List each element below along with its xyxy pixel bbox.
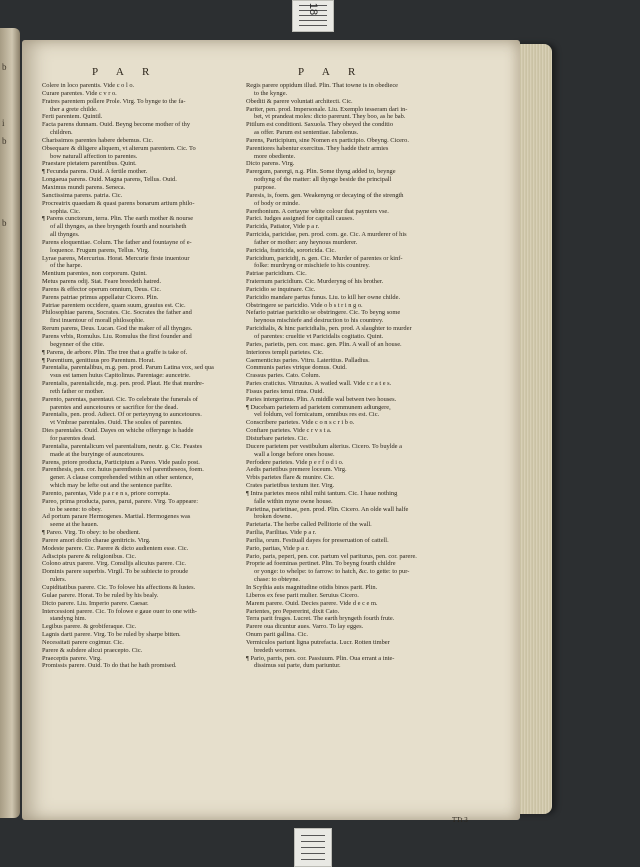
dictionary-line: seene at the hauen. <box>50 521 99 529</box>
dictionary-line: Parento, parentas, parentaui. Cic. To celebrate the funerals of <box>42 395 198 403</box>
dictionary-line: Sanctissima parens. patria. Cic. <box>42 191 123 199</box>
dictionary-line: Aedis parietibus premere loceum. Virg. <box>246 466 347 474</box>
dictionary-line: Caementicius paries. Vitru. Lateritius. Palladius. <box>246 356 370 364</box>
dictionary-line: falle within myne owne house. <box>254 497 333 505</box>
dictionary-line: ther a grete childe. <box>50 105 98 113</box>
dictionary-line: bet, vt prandeat moles: dicto parerunt. They boo, as he bab. <box>254 113 406 121</box>
dictionary-line: Fraternum paricidium. Cic. Murderyng of his brother. <box>246 278 384 286</box>
dictionary-line: Lagnis darti parere. Virg. To be ruled by sharpe bitten. <box>42 631 181 639</box>
dictionary-line: Paries intergerinus. Plin. A middle wal betwen two houses. <box>246 395 397 403</box>
dictionary-line: Conscribere parietes. Vide c o n s c r i b o. <box>246 419 355 427</box>
dictionary-line: sophia. Cic. <box>50 207 81 215</box>
dictionary-line: Parens eloquentiae. Colum. The father and fountayne of e- <box>42 238 192 246</box>
dictionary-column-left <box>42 82 252 670</box>
dictionary-line: Nefario patriae paricidio se obstringere. Cic. To beyng some <box>246 309 401 317</box>
dictionary-line: children. <box>50 129 73 137</box>
dictionary-line: Pario, paritas, Vide p a r. <box>246 544 310 552</box>
dictionary-line: first inuentour of morall philosophie. <box>50 317 145 325</box>
dictionary-line: Paricidio mandare partus funus. Liu. to kill her owne childe. <box>246 293 401 301</box>
dictionary-line: gener. A clause comprehended within an other sentence, <box>50 474 194 482</box>
margin-letter: i <box>2 118 5 128</box>
dictionary-line: In Scythia auis magnitudine otidis binos parit. Plin. <box>246 584 378 591</box>
dictionary-line: Crassus paries. Cato. Colum. <box>246 372 321 380</box>
dictionary-line: folke: murdryng or mischiefe to his countrey. <box>254 262 370 270</box>
dictionary-line: Dies parentales. Ouid. Dayes on whiche offerynge is hadde <box>42 427 194 435</box>
dictionary-line: begynner of the citie. <box>50 340 105 348</box>
dictionary-line: Dicto parere. Liu. Imperio parere. Caesar. <box>42 599 149 607</box>
dictionary-line: Colere in loco parentis. Vide c o l o. <box>42 82 135 89</box>
dictionary-line: Rerum parens, Deus. Lucan. God the maker of all thynges. <box>42 325 193 333</box>
dictionary-line: Parici. Iudges assigned for capitall causes. <box>246 215 355 223</box>
dictionary-line: Fissus paries tenui rima. Ouid. <box>246 387 325 395</box>
dictionary-line: Modeste parere. Cic. Parere & dicto audientem esse. Cic. <box>42 544 189 552</box>
dictionary-line: Obstringere se paricidio. Vide o b s t r i n g o. <box>246 301 363 309</box>
dictionary-line: Pitilum est conditioni. Saxuola. They obeyed the conditio <box>246 121 394 129</box>
dictionary-line: Metus parens odij. Stat. Feare breedeth hatred. <box>42 278 162 286</box>
dictionary-line: to the kynge. <box>254 89 288 97</box>
dictionary-line: of parentes: crueltie vt Paricidalis cogitatio. Quint. <box>254 333 384 340</box>
dictionary-line: Procreatrix quaedam & quasi parens bonarum artium philo- <box>42 199 195 207</box>
dictionary-line: Parentiores habentur exercitus. They hadde their armies <box>246 144 389 152</box>
dictionary-line: reth father or mother. <box>50 387 105 395</box>
dictionary-line: Praeceptis parere. Virg. <box>42 654 102 662</box>
dictionary-line: bow naturall affection to parentes. <box>50 152 138 160</box>
dictionary-line: Parilia, orum. Festiuall dayes for preseruation of cattell. <box>246 536 389 544</box>
dictionary-line: Parere amori dictio charae genitricis. Virg. <box>42 536 151 544</box>
dictionary-line: Pario, paris, peperi, pen. cor. partum vel pariturus, pen. cor. parere. <box>246 552 417 560</box>
facing-page-edge <box>0 28 20 818</box>
running-head-right: P A R <box>298 66 364 78</box>
dictionary-line: Parilia, Parilitas. Vide p a r. <box>246 529 317 537</box>
dictionary-line: Cupiditatibus parere. Cic. To folowe his affections & lustes. <box>42 584 196 591</box>
dictionary-line: ¶ Parens, de arbore. Plin. The tree that a graffe is take of. <box>42 348 188 356</box>
dictionary-line: as offer. Parum est sententiae. Iabolenus. <box>254 129 359 137</box>
margin-letter: b <box>2 218 7 228</box>
dictionary-line: or yonge: to whelpe: to farrow: to hatch, &c. to gette: to pur- <box>254 568 410 576</box>
dictionary-line: for parentes dead. <box>50 434 96 442</box>
dictionary-line: Parietaria. The herbe called Pellitorie of the wall. <box>246 521 372 529</box>
dictionary-line: Legibus parere. & grobiferaque. Cic. <box>42 623 137 631</box>
dictionary-line: Vermiculos pariunt ligna putrefacta. Lucr. Rotten timber <box>246 638 390 646</box>
dictionary-line: Curare parentes. Vide c v r o. <box>42 89 117 97</box>
dictionary-line: Lyrae parens, Mercurius. Horat. Mercurie firste inuentour <box>42 254 190 262</box>
dictionary-line: father or mother: any heynous murderer. <box>254 238 358 246</box>
dictionary-line: vel foldum, vel fornicatum, omnibus res est. Cic. <box>254 411 380 419</box>
dictionary-line: Parentalis, parentalicide, m.g. pen. prod. Plaut. He that murdre- <box>42 380 205 388</box>
dictionary-line: Praestare pietatem parentibus. Quint. <box>42 160 137 168</box>
dictionary-line: vsus est tamen huius Capitolinus. Parentage: auncetrie. <box>50 372 191 380</box>
dictionary-line: Pariter, pen. prod. Impersonale. Liu. Exemplo tesseram dari in- <box>246 105 408 113</box>
dictionary-line: Onum parit gallina. Cic. <box>246 631 308 639</box>
dictionary-line: Conftare parietes. Vide c r v s t a. <box>246 427 332 435</box>
dictionary-line: ¶ Intra parietes meos nihil mihi tantum. Cic. I haue nothing <box>246 489 398 497</box>
dictionary-line: which may be lefte out and the sentence parfite. <box>50 482 173 490</box>
dictionary-line: Philosophiae parens, Socrates. Cic. Socrates the father and <box>42 309 192 317</box>
dictionary-line: Parethonium. A certayne white colour that paynters vse. <box>246 207 389 215</box>
dictionary-line: dissimus sui parte, dum pariuntur. <box>254 662 341 670</box>
scan-ruler-bottom <box>294 828 332 867</box>
signature-mark: TTt 3 <box>452 816 468 824</box>
dictionary-line: Parens, priore producta, Participium a Pareo. Vide paulo post. <box>42 458 200 466</box>
dictionary-line: Vrbis parietes flare & munire. Cic. <box>246 474 335 482</box>
dictionary-line: ¶ Pareo. Virg. To obey: to be obedient. <box>42 529 141 537</box>
dictionary-line: rulers. <box>50 576 67 584</box>
dictionary-line: Proprie ad foeminas pertinet. Plin. To beyng fourth childre <box>246 560 396 568</box>
dictionary-line: Longaeua parens. Ouid. Magna parens, Tellus. Ouid. <box>42 176 177 184</box>
dictionary-line: Regis parere oppidum illud. Plin. That towne is in obediece <box>246 82 398 89</box>
dictionary-line: Patriae parentem occidere, quam suum, grauius est. Cic. <box>42 301 186 309</box>
dictionary-line: nothyng of the matter: all thynge beside the principall <box>254 176 392 184</box>
dictionary-line: Mentium parentes, non corporum. Quint. <box>42 270 147 278</box>
dictionary-line: to be seene: to obey. <box>50 505 102 513</box>
running-head-left: P A R <box>92 66 158 78</box>
dictionary-line: Parergum, parergi, n.g. Plin. Some thyng added to, beynge <box>246 168 396 176</box>
dictionary-line: Parentalia, parentalicum vel parentalium, neutr. g. Cic. Feastes <box>42 442 203 450</box>
dictionary-line: ¶ Parens cunctorum, terra. Plin. The earth mother & nourse <box>42 215 194 223</box>
dictionary-line: Promissis parere. Ouid. To do that he hath promised. <box>42 662 177 670</box>
dictionary-line: loquence. Frugum parens, Tellus. Virg. <box>50 246 150 254</box>
dictionary-line: Colono atrux parere. Virg. Consilijs alicuius parere. Cic. <box>42 560 187 568</box>
dictionary-line: Crates parietibus textum iter. Virg. <box>246 482 335 490</box>
dictionary-line: Necessitati parere cogimur. Cic. <box>42 638 124 646</box>
dictionary-line: Paricidium, paricidij, n. gen. Cic. Murder of parentes or kinf- <box>246 254 403 262</box>
dictionary-line: of all thynges, as thee bryngeth fourth and nourisheth <box>50 223 187 231</box>
dictionary-line: ¶ Ducebam parietem ad parietem communem adiungere, <box>246 403 391 411</box>
dictionary-line: Parens & effector operum omnium, Deus. Cic. <box>42 285 161 293</box>
dictionary-column-right <box>246 82 460 670</box>
dictionary-line: Perfodere parietes. Vide p e r f o d i o. <box>246 458 344 466</box>
dictionary-line: Dominis parere superbis. Virgil. To be subiecte to proude <box>42 568 189 576</box>
dictionary-line: Pareo, prima producta, pares, parui, parere. Virg. To appeare: <box>42 497 199 505</box>
dictionary-line: heynous mischiefe and destruction to his countrey. <box>254 317 384 325</box>
dictionary-line: Terra parit fruges. Lucret. The earth bryngeth fourth frute. <box>246 615 395 623</box>
dictionary-line: more obediente. <box>254 152 296 160</box>
dictionary-line: Paresis, is, foem. gen. Weakenyng or decaying of the strength <box>246 191 404 199</box>
dictionary-line: of body or minde. <box>254 199 300 207</box>
dictionary-line: Parens, Participium, sine Nomen ex participio. Obeyng. Cicero. <box>246 136 409 144</box>
dictionary-line: Parentalia, parentalibus, m.g. pen. prod. Parum Latina vox, sed qua <box>42 364 214 372</box>
dictionary-line: ¶ Pario, parris, pen. cor. Passiuum. Plin. Oua errant a inte- <box>246 654 395 662</box>
dictionary-line: Parento, parentas, Vide p a r e n s, priore correpta. <box>42 489 170 497</box>
dictionary-line: Parietina, parietinae, pen. prod. Plin. Cicero. An olde wall halfe <box>246 505 409 513</box>
dictionary-line: Paricida, Patiator, Vide p a r. <box>246 223 320 231</box>
dictionary-line: Paricida, fratricida, sororicida. Cic. <box>246 246 336 254</box>
dictionary-line: purpose. <box>254 183 276 191</box>
dictionary-line: Marem parere. Ouid. Decies parere. Vide d e c e m. <box>246 599 378 607</box>
dictionary-line: Paricidio se inquinare. Cic. <box>246 285 316 293</box>
dictionary-line: Communis paries vtrique domus. Ouid. <box>246 364 347 372</box>
dictionary-line: Obsequare & diligere aliquem, vt alterum parentem. Cic. To <box>42 144 196 152</box>
dictionary-line: Parenthesis, pen. cor. huius parenthesis vel parentheseos, foem. <box>42 466 204 474</box>
dictionary-line: Ad portum parare Hermogenes. Martial. Hermogenes was <box>42 513 191 521</box>
dictionary-line: Parere & subdere alicui praecepto. Cic. <box>42 646 143 654</box>
dictionary-line: Paries, parietis, pen. cor. masc. gen. Plin. A wall of an house. <box>246 340 402 348</box>
dictionary-line: ¶ Fecunda parens. Ouid. A fertile mother. <box>42 168 148 176</box>
dictionary-line: standyng him. <box>50 615 87 623</box>
dictionary-line: Parere oua dicuntur aues. Varro. To lay egges. <box>246 623 364 631</box>
dictionary-line: Parientes, pro Pepererint, dixit Cato. <box>246 607 340 615</box>
dictionary-line: Liberos ex fese parit mulier. Seruius Cicero. <box>246 591 359 599</box>
dictionary-line: Ducere parietem per vestibulum alterius. Cicero. To buylde a <box>246 442 402 450</box>
dictionary-line: Parens patriae primus appellatur Cicero. Plin. <box>42 293 159 301</box>
dictionary-line: Obediti & parere voluntati architecti. Cic. <box>246 97 353 105</box>
dictionary-line: wall a longe before ones house. <box>254 450 335 458</box>
dictionary-line: Gulae parere. Horat. To be ruled by his bealy. <box>42 591 159 599</box>
ruler-label: 18 <box>307 2 320 16</box>
margin-letter: b <box>2 136 7 146</box>
dictionary-line: parentes and auncetoures or sacrifice for the dead. <box>50 403 179 411</box>
dictionary-line: all thynges. <box>50 231 80 239</box>
dictionary-line: made at the buryinge of auncetoures. <box>50 450 145 458</box>
dictionary-line: Charissimos parentes habere debemus. Cic. <box>42 136 154 144</box>
dictionary-line: ¶ Parentium, genitiuus pro Parentum. Horat. <box>42 356 155 364</box>
dictionary-line: Intercessioni parere. Cic. To folowe e gaue ouer to one with- <box>42 607 197 615</box>
dictionary-line: Fratres parentem pollere Prole. Virg. To bynge to the fa- <box>42 97 186 105</box>
dictionary-line: Parricida, paricidae, pen. prod. com. ge. Cic. A murderer of his <box>246 231 407 239</box>
margin-letter: b <box>2 62 7 72</box>
dictionary-line: Adiscipis parere & religionibus. Cic. <box>42 552 137 560</box>
dictionary-line: Parentalis, pen. prod. Adiect. Of or perteynyng to auncetoures. <box>42 411 202 419</box>
dictionary-line: Interiores templi parietes. Cic. <box>246 348 324 356</box>
dictionary-line: of the harpe. <box>50 262 83 270</box>
dictionary-line: Disturbare parietes. Cic. <box>246 434 309 442</box>
dictionary-line: Paricidialis, & hinc paricidialis, pen. prod. A slaughter to murder <box>246 325 412 333</box>
dictionary-line: Paries craticius. Vitruuius. A watled wall. Vide c r a t e s. <box>246 380 392 388</box>
dictionary-line: chase: to obteyne. <box>254 576 300 584</box>
dictionary-line: Facta parens dunnam. Ouid. Beyng become mother of thy <box>42 121 191 129</box>
scan-ruler-top <box>292 0 334 32</box>
dictionary-line: Dicto parens. Virg. <box>246 160 295 168</box>
dictionary-line: Patriae paricidium. Cic. <box>246 270 307 278</box>
dictionary-line: vt Vmbrae parentales. Ouid. The soules of parentes. <box>50 419 183 427</box>
dictionary-line: Parens vrbis, Romulus. Liu. Romulus the first founder and <box>42 333 192 340</box>
dictionary-line: Maximus mundi parens. Seneca. <box>42 183 126 191</box>
dictionary-line: bredeth wormes. <box>254 646 297 654</box>
dictionary-line: Ferti parentem. Quintil. <box>42 113 103 121</box>
dictionary-line: broken downe. <box>254 513 292 521</box>
